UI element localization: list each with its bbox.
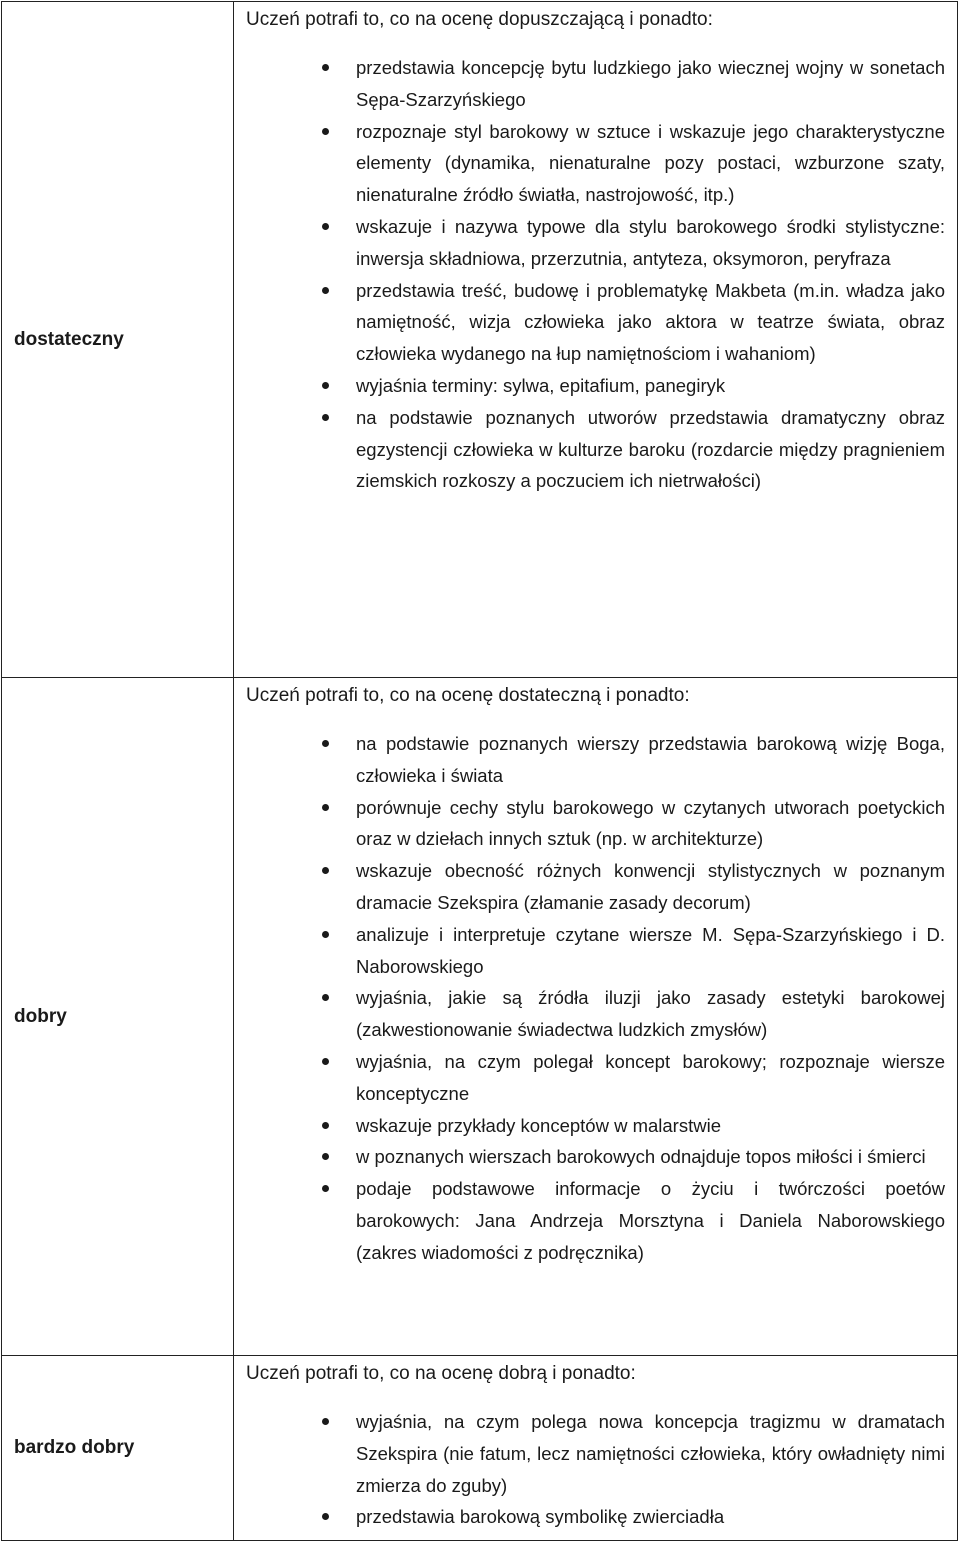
bullet-icon (322, 1153, 329, 1160)
requirements-list (246, 52, 945, 497)
list-item: przedstawia treść, budowę i problematykę Makbeta (m.in. władza jako namiętność, wizja człowieka jako aktora w teatrze świata, obraz człowieka wydanego na łup namiętnościom i wahaniom) (246, 275, 945, 370)
list-item: w poznanych wierszach barokowych odnajduje topos miłości i śmierci (246, 1141, 945, 1173)
bullet-icon (322, 804, 329, 811)
list-item: podaje podstawowe informacje o życiu i twórczości poetów barokowych: Jana Andrzeja Morsztyna i Daniela Naborowskiego (zakres wiadomości z podręcznika) (246, 1173, 945, 1268)
bullet-icon (322, 740, 329, 747)
requirements-list (246, 728, 945, 1269)
list-item: porównuje cechy stylu barokowego w czytanych utworach poetyckich oraz w dziełach innych sztuk (np. w architekturze) (246, 792, 945, 856)
section-intro: Uczeń potrafi to, co na ocenę dopuszczającą i ponadto: (246, 9, 713, 30)
bullet-icon (322, 1513, 329, 1520)
bullet-icon (322, 287, 329, 294)
list-item: na podstawie poznanych utworów przedstawia dramatyczny obraz egzystencji człowieka w kulturze baroku (rozdarcie między pragnieniem ziemskich rozkoszy a poczuciem ich nietrwałości) (246, 402, 945, 497)
list-item: wskazuje i nazywa typowe dla stylu barokowego środki stylistyczne: inwersja składniowa, przerzutnia, antyteza, oksymoron, peryfraza (246, 211, 945, 275)
section-intro: Uczeń potrafi to, co na ocenę dostateczną i ponadto: (246, 685, 690, 706)
list-item: wyjaśnia terminy: sylwa, epitafium, panegiryk (246, 370, 945, 402)
bullet-icon (322, 994, 329, 1001)
bullet-icon (322, 1185, 329, 1192)
list-item: przedstawia koncepcję bytu ludzkiego jako wiecznej wojny w sonetach Sępa-Szarzyńskiego (246, 52, 945, 116)
table-row (2, 1356, 958, 1541)
bullet-icon (322, 414, 329, 421)
list-item: analizuje i interpretuje czytane wiersze M. Sępa-Szarzyńskiego i D. Naborowskiego (246, 919, 945, 983)
section-intro: Uczeń potrafi to, co na ocenę dobrą i ponadto: (246, 1363, 636, 1384)
list-item: wyjaśnia, jakie są źródła iluzji jako zasady estetyki barokowej (zakwestionowanie świadectwa ludzkich zmysłów) (246, 982, 945, 1046)
list-item: przedstawia barokową symbolikę zwierciadła (246, 1501, 945, 1533)
bullet-icon (322, 931, 329, 938)
requirements-list (246, 1406, 945, 1533)
list-item: wyjaśnia, na czym polegał koncept barokowy; rozpoznaje wiersze konceptyczne (246, 1046, 945, 1110)
bullet-icon (322, 1418, 329, 1425)
requirements-cell (234, 678, 958, 1356)
bullet-icon (322, 128, 329, 135)
grade-label: bardzo dobry (2, 1356, 234, 1541)
bullet-icon (322, 1058, 329, 1065)
grade-requirements-table (1, 1, 958, 1541)
list-item: wskazuje obecność różnych konwencji stylistycznych w poznanym dramacie Szekspira (złamanie zasady decorum) (246, 855, 945, 919)
bullet-icon (322, 64, 329, 71)
grade-label: dobry (2, 678, 234, 1356)
table-row (2, 2, 958, 678)
requirements-cell (234, 1356, 958, 1541)
bullet-icon (322, 867, 329, 874)
list-item: wyjaśnia, na czym polega nowa koncepcja tragizmu w dramatach Szekspira (nie fatum, lecz namiętności człowieka, który owładnięty nimi zmierza do zguby) (246, 1406, 945, 1501)
bullet-icon (322, 1122, 329, 1129)
bullet-icon (322, 382, 329, 389)
bullet-icon (322, 223, 329, 230)
list-item: na podstawie poznanych wierszy przedstawia barokową wizję Boga, człowieka i świata (246, 728, 945, 792)
list-item: rozpoznaje styl barokowy w sztuce i wskazuje jego charakterystyczne elementy (dynamika, nienaturalne pozy postaci, wzburzone szaty, nienaturalne źródło światła, nastrojowość, itp.) (246, 116, 945, 211)
table-row (2, 678, 958, 1356)
requirements-cell (234, 2, 958, 678)
grade-label: dostateczny (2, 2, 234, 678)
list-item: wskazuje przykłady konceptów w malarstwie (246, 1110, 945, 1142)
